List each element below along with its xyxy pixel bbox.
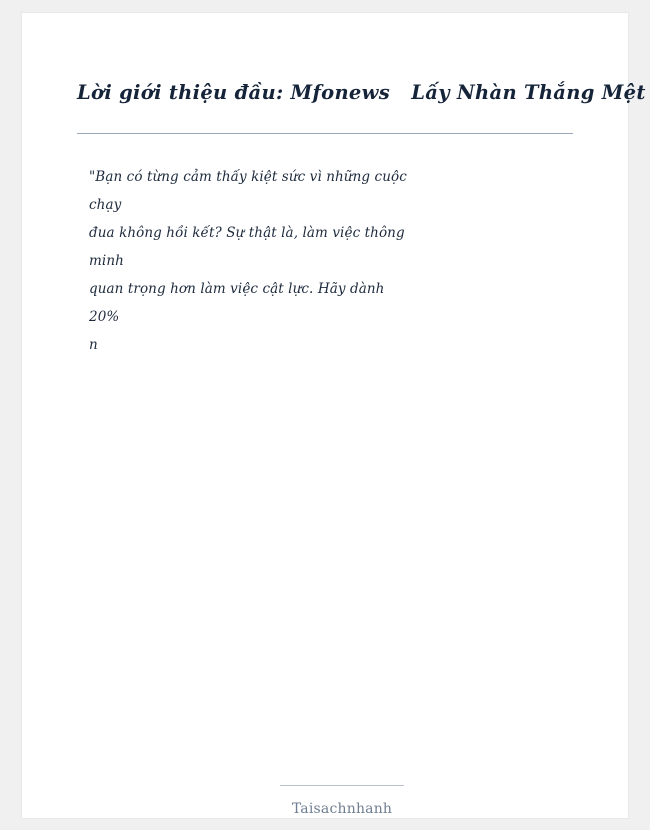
footer-divider [280, 785, 404, 786]
document-body [89, 163, 419, 359]
document-content [22, 13, 646, 818]
body-line: "Bạn có từng cảm thấy kiệt sức vì những cuộc chạy [89, 169, 407, 213]
body-line: quan trọng hơn làm việc cật lực. Hãy dành 20% [89, 281, 385, 325]
title-divider [77, 133, 573, 134]
footer-credit: Taisachnhanh [291, 801, 393, 817]
body-line: n [89, 337, 98, 353]
body-line: đua không hồi kết? Sự thật là, làm việc thông minh [89, 225, 405, 269]
document-page [22, 13, 646, 818]
page-title: Lời giới thiệu đầu: Mfonews Lấy Nhàn Thắng Mệt [77, 81, 646, 104]
